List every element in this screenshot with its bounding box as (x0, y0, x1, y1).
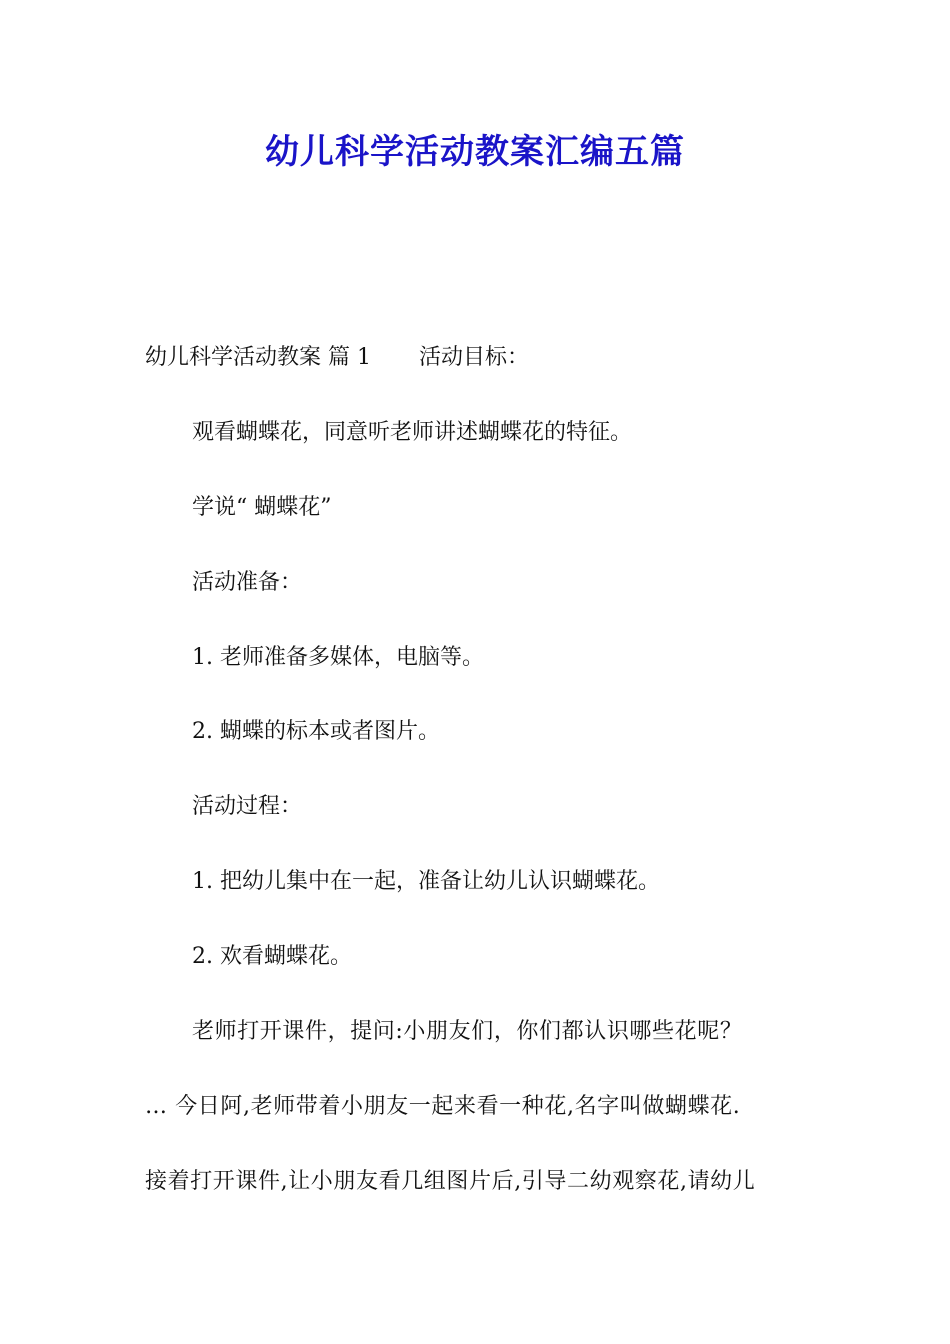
list-item: 1. 把幼儿集中在一起，准备让幼儿认识蝴蝶花。 (192, 869, 660, 894)
body-paragraph: … 今日阿,老师带着小朋友一起来看一种花,名字叫做蝴蝶花. (145, 1094, 741, 1119)
list-item: 1. 老师准备多媒体，电脑等。 (192, 645, 484, 670)
list-item: 2. 欢看蝴蝶花。 (192, 944, 352, 969)
body-paragraph: 老师打开课件，提问:小朋友们，你们都认识哪些花呢？ (192, 1019, 743, 1044)
subsection-heading: 活动准备： (192, 570, 303, 595)
body-paragraph: 学说“ 蝴蝶花” (192, 495, 332, 520)
body-paragraph: 观看蝴蝶花，同意听老师讲述蝴蝶花的特征。 (192, 420, 633, 445)
body-paragraph: 接着打开课件,让小朋友看几组图片后,引导二幼观察花,请幼儿 (145, 1169, 756, 1194)
page-title: 幼儿科学活动教案汇编五篇 (265, 132, 685, 172)
section-heading-line (145, 343, 529, 373)
subsection-heading: 活动过程： (192, 794, 303, 819)
list-item: 2. 蝴蝶的标本或者图片。 (192, 719, 440, 744)
section-heading: 幼儿科学活动教案 篇 1 (145, 345, 371, 370)
section-subheading: 活动目标： (418, 345, 529, 370)
